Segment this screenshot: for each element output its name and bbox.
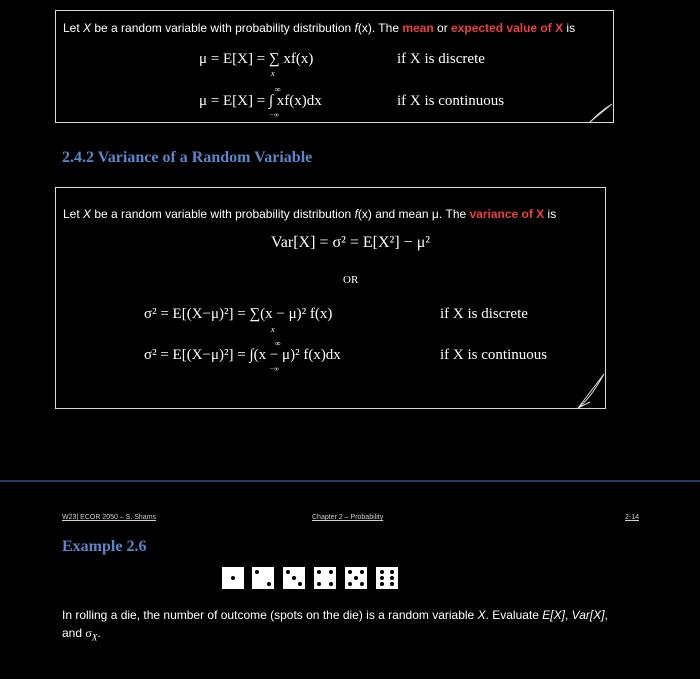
die-pip (390, 570, 394, 574)
variance-integral-upper-limit: ∞ (275, 339, 281, 348)
mean-definition-text: Let X be a random variable with probability distribution f(x). The mean or expected value of X is (63, 21, 576, 35)
die-pip (360, 570, 364, 574)
mean-continuous-condition: if X is continuous (397, 93, 505, 109)
die-pip (390, 576, 394, 580)
die-pip (231, 576, 235, 580)
die-face-4 (314, 567, 336, 589)
die-face-2 (252, 567, 274, 589)
die-pip (354, 576, 358, 580)
variance-definition-text: Let X be a random variable with probability distribution f(x) and mean μ. The variance of X is (63, 207, 557, 221)
mean-discrete-condition: if X is discrete (397, 51, 485, 67)
die-pip (329, 582, 333, 586)
die-pip (348, 570, 352, 574)
variance-keyword: variance of X (469, 207, 545, 221)
variance-discrete-condition: if X is discrete (440, 306, 528, 322)
die-pip (286, 570, 290, 574)
footer-chapter: Chapter 2 – Probability (312, 514, 384, 521)
variance-continuous-condition: if X is continuous (440, 347, 548, 363)
mean-keyword: mean (402, 21, 434, 35)
die-pip (380, 576, 384, 580)
die-pip (317, 570, 321, 574)
die-pip (348, 582, 352, 586)
mean-definition-box (55, 10, 614, 123)
example-problem-text (62, 606, 662, 646)
die-pip (255, 570, 259, 574)
expected-value-keyword: expected value of X (451, 21, 564, 35)
variance-continuous-equation: σ² = E[(X−μ)²] = ∫(x − μ)² f(x)dx (144, 347, 341, 363)
die-pip (380, 570, 384, 574)
variance-definition-box (55, 187, 606, 409)
footer-page-number: 2-14 (625, 514, 640, 521)
example-problem-line-2: and $\sigma_X$. (62, 626, 101, 643)
die-face-6 (376, 567, 398, 589)
variance-equation: Var[X] = σ² = E[X²] − μ² (271, 234, 431, 251)
mean-discrete-sum-index: x (271, 69, 275, 78)
die-pip (317, 582, 321, 586)
die-face-3 (283, 567, 305, 589)
variance-discrete-equation: σ² = E[(X−μ)²] = ∑(x − μ)² f(x) (144, 306, 333, 322)
or-label: OR (343, 274, 359, 286)
variance-discrete-sum-index: x (271, 325, 275, 334)
section-heading: 2.4.2 Variance of a Random Variable (62, 149, 313, 166)
die-pip (292, 576, 296, 580)
page-curl-icon (588, 102, 614, 124)
die-pip (390, 582, 394, 586)
die-pip (360, 582, 364, 586)
mean-integral-lower-limit: −∞ (270, 111, 279, 119)
die-pip (380, 582, 384, 586)
die-face-1 (222, 567, 244, 589)
die-pip (329, 570, 333, 574)
die-pip (267, 582, 271, 586)
slide-divider (0, 480, 700, 482)
variance-integral-lower-limit: −∞ (270, 365, 279, 373)
mean-discrete-equation: μ = E[X] = ∑ xf(x) (199, 51, 314, 67)
die-face-5 (345, 567, 367, 589)
mean-continuous-equation: μ = E[X] = ∫ xf(x)dx (199, 93, 322, 109)
example-title: Example 2.6 (62, 538, 147, 555)
page-curl-icon (576, 372, 606, 410)
example-problem-line-1: In rolling a die, the number of outcome (spots on the die) is a random variable X. Evaluate E[X], Var[X], (62, 608, 608, 622)
footer-course: W23| ECOR 2050 – S. Shams (62, 514, 157, 521)
die-pip (298, 582, 302, 586)
mean-integral-upper-limit: ∞ (275, 85, 281, 94)
